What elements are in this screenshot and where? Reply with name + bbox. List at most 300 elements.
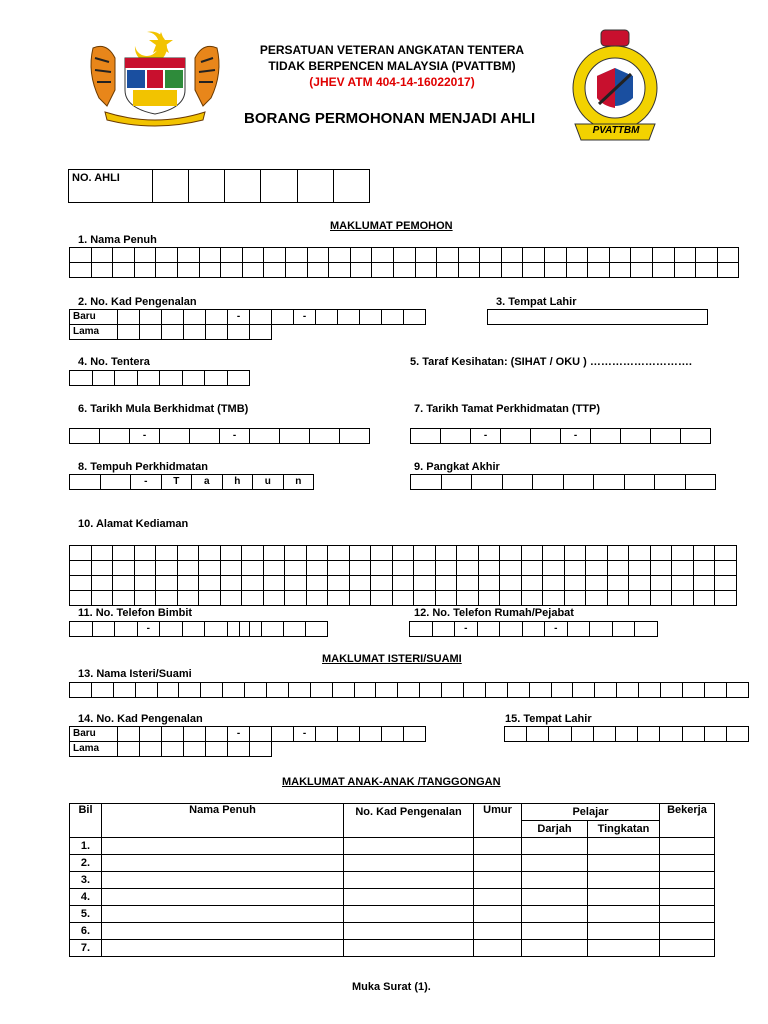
input-cell[interactable] [285, 576, 307, 591]
input-cell[interactable] [543, 546, 565, 561]
input-cell[interactable] [629, 591, 651, 606]
input-cell[interactable] [717, 263, 739, 278]
table-cell[interactable] [474, 889, 522, 906]
table-cell[interactable] [660, 906, 715, 923]
input-cell[interactable] [285, 546, 307, 561]
input-cell[interactable] [92, 622, 115, 637]
input-cell[interactable] [228, 325, 250, 340]
input-cell[interactable] [70, 475, 101, 490]
input-cell[interactable] [672, 561, 694, 576]
table-cell[interactable] [344, 923, 474, 940]
input-cell[interactable] [162, 310, 184, 325]
input-cell[interactable] [242, 546, 264, 561]
input-cell[interactable] [393, 263, 415, 278]
table-cell[interactable] [660, 889, 715, 906]
input-cell[interactable] [306, 576, 328, 591]
no-ahli-cell[interactable] [225, 170, 261, 203]
input-cell[interactable] [306, 591, 328, 606]
input-cell[interactable] [564, 591, 586, 606]
input-cell[interactable] [549, 727, 571, 742]
table-cell[interactable] [474, 923, 522, 940]
input-cell[interactable] [306, 561, 328, 576]
table-cell[interactable] [102, 940, 344, 957]
table-cell[interactable] [102, 838, 344, 855]
input-cell[interactable] [285, 561, 307, 576]
input-cell[interactable] [415, 263, 437, 278]
input-cell[interactable] [329, 248, 351, 263]
input-cell[interactable] [458, 248, 480, 263]
input-cell[interactable] [242, 561, 264, 576]
table-cell[interactable] [660, 838, 715, 855]
input-cell[interactable] [199, 248, 221, 263]
input-cell[interactable] [693, 546, 715, 561]
input-cell[interactable] [593, 727, 615, 742]
input-cell[interactable] [227, 371, 250, 386]
input-cell[interactable] [221, 263, 243, 278]
input-cell[interactable] [502, 475, 533, 490]
input-cell[interactable] [329, 263, 351, 278]
input-cell[interactable] [432, 622, 455, 637]
input-cell[interactable] [588, 263, 610, 278]
input-cell[interactable] [435, 561, 457, 576]
input-cell[interactable] [411, 429, 441, 444]
input-cell[interactable] [674, 263, 696, 278]
input-cell[interactable] [392, 546, 414, 561]
input-cell[interactable] [267, 683, 289, 698]
table-cell[interactable] [588, 872, 660, 889]
table-cell[interactable] [102, 906, 344, 923]
input-cell[interactable] [263, 591, 285, 606]
table-cell[interactable] [344, 906, 474, 923]
input-cell[interactable] [457, 591, 479, 606]
input-cell[interactable] [328, 561, 350, 576]
input-cell[interactable] [156, 248, 178, 263]
input-cell[interactable] [70, 576, 92, 591]
table-cell[interactable] [344, 872, 474, 889]
table-cell[interactable] [588, 906, 660, 923]
input-cell[interactable] [220, 546, 242, 561]
input-cell[interactable] [310, 429, 340, 444]
input-cell[interactable] [500, 546, 522, 561]
input-cell[interactable] [435, 591, 457, 606]
input-cell[interactable] [70, 371, 93, 386]
table-cell[interactable] [522, 872, 588, 889]
input-cell[interactable] [156, 561, 178, 576]
no-ahli-cell[interactable] [153, 170, 189, 203]
input-cell[interactable] [113, 546, 135, 561]
input-cell[interactable] [250, 429, 280, 444]
input-cell[interactable] [92, 371, 115, 386]
input-cell[interactable] [250, 742, 272, 757]
input-cell[interactable] [566, 263, 588, 278]
input-cell[interactable] [521, 591, 543, 606]
input-cell[interactable] [285, 591, 307, 606]
input-cell[interactable] [199, 591, 221, 606]
input-cell[interactable] [70, 622, 93, 637]
input-cell[interactable] [306, 546, 328, 561]
input-cell[interactable] [316, 727, 338, 742]
input-cell[interactable] [220, 591, 242, 606]
input-cell[interactable] [162, 727, 184, 742]
input-cell[interactable] [382, 727, 404, 742]
input-cell[interactable] [91, 546, 113, 561]
input-cell[interactable] [660, 727, 682, 742]
input-cell[interactable] [414, 576, 436, 591]
input-cell[interactable] [350, 248, 372, 263]
input-cell[interactable] [264, 263, 286, 278]
input-cell[interactable] [70, 248, 92, 263]
input-cell[interactable] [404, 727, 426, 742]
input-cell[interactable] [435, 576, 457, 591]
no-ahli-cell[interactable] [261, 170, 297, 203]
input-cell[interactable] [457, 576, 479, 591]
input-cell[interactable] [199, 561, 221, 576]
input-cell[interactable] [205, 371, 228, 386]
input-cell[interactable] [263, 576, 285, 591]
input-cell[interactable] [70, 429, 100, 444]
input-cell[interactable] [242, 591, 264, 606]
input-cell[interactable] [500, 576, 522, 591]
input-cell[interactable] [392, 561, 414, 576]
input-cell[interactable] [588, 248, 610, 263]
input-cell[interactable] [372, 263, 394, 278]
input-cell[interactable] [437, 263, 459, 278]
input-cell[interactable] [134, 561, 156, 576]
input-cell[interactable] [134, 591, 156, 606]
input-cell[interactable] [392, 576, 414, 591]
input-cell[interactable] [704, 727, 726, 742]
input-cell[interactable] [179, 683, 201, 698]
input-cell[interactable] [70, 546, 92, 561]
input-cell[interactable] [206, 742, 228, 757]
input-cell[interactable] [631, 263, 653, 278]
table-cell[interactable] [474, 940, 522, 957]
table-cell[interactable] [474, 906, 522, 923]
input-cell[interactable] [199, 263, 221, 278]
input-cell[interactable] [113, 591, 135, 606]
input-cell[interactable] [696, 263, 718, 278]
input-cell[interactable] [478, 591, 500, 606]
input-cell[interactable] [457, 546, 479, 561]
input-cell[interactable] [704, 683, 726, 698]
input-cell[interactable] [595, 683, 617, 698]
input-cell[interactable] [523, 263, 545, 278]
input-cell[interactable] [349, 576, 371, 591]
input-cell[interactable] [332, 683, 354, 698]
input-cell[interactable] [543, 561, 565, 576]
input-cell[interactable] [398, 683, 420, 698]
input-cell[interactable] [478, 561, 500, 576]
input-cell[interactable] [501, 248, 523, 263]
input-cell[interactable] [464, 683, 486, 698]
input-cell[interactable] [242, 263, 264, 278]
input-cell[interactable] [672, 546, 694, 561]
input-cell[interactable] [500, 591, 522, 606]
input-cell[interactable] [162, 325, 184, 340]
input-cell[interactable] [349, 591, 371, 606]
input-cell[interactable] [221, 248, 243, 263]
input-cell[interactable] [242, 576, 264, 591]
input-cell[interactable] [223, 683, 245, 698]
input-cell[interactable] [350, 263, 372, 278]
input-cell[interactable] [392, 591, 414, 606]
input-cell[interactable] [566, 248, 588, 263]
table-cell[interactable] [522, 889, 588, 906]
input-cell[interactable] [715, 591, 737, 606]
input-cell[interactable] [682, 683, 704, 698]
input-cell[interactable] [310, 683, 332, 698]
input-cell[interactable] [134, 263, 156, 278]
input-cell[interactable] [521, 546, 543, 561]
input-cell[interactable] [382, 310, 404, 325]
input-cell[interactable] [228, 742, 250, 757]
input-cell[interactable] [118, 727, 140, 742]
input-cell[interactable] [609, 263, 631, 278]
input-cell[interactable] [113, 248, 135, 263]
input-cell[interactable] [505, 727, 527, 742]
input-cell[interactable] [284, 622, 306, 637]
input-cell[interactable] [113, 263, 135, 278]
input-cell[interactable] [651, 429, 681, 444]
input-cell[interactable] [263, 561, 285, 576]
input-cell[interactable] [478, 576, 500, 591]
input-cell[interactable] [371, 576, 393, 591]
input-cell[interactable] [672, 576, 694, 591]
input-cell[interactable] [639, 683, 661, 698]
input-cell[interactable] [480, 248, 502, 263]
input-cell[interactable] [307, 263, 329, 278]
input-cell[interactable] [250, 310, 272, 325]
input-cell[interactable] [629, 546, 651, 561]
input-cell[interactable] [594, 475, 625, 490]
input-cell[interactable] [328, 546, 350, 561]
input-cell[interactable] [113, 561, 135, 576]
input-cell[interactable] [393, 248, 415, 263]
input-cell[interactable] [478, 546, 500, 561]
input-cell[interactable] [160, 429, 190, 444]
input-cell[interactable] [91, 561, 113, 576]
no-ahli-cell[interactable] [297, 170, 333, 203]
input-cell[interactable] [480, 263, 502, 278]
input-cell[interactable] [199, 546, 221, 561]
input-cell[interactable] [607, 591, 629, 606]
input-cell[interactable] [685, 475, 716, 490]
table-cell[interactable] [474, 872, 522, 889]
input-cell[interactable] [420, 683, 442, 698]
input-cell[interactable] [500, 561, 522, 576]
input-cell[interactable] [184, 742, 206, 757]
input-cell[interactable] [190, 429, 220, 444]
input-cell[interactable] [91, 263, 113, 278]
input-cell[interactable] [696, 248, 718, 263]
input-cell[interactable] [551, 683, 573, 698]
input-cell[interactable] [653, 263, 675, 278]
input-cell[interactable] [91, 683, 113, 698]
input-cell[interactable] [91, 248, 113, 263]
input-cell[interactable] [177, 263, 199, 278]
table-cell[interactable] [344, 940, 474, 957]
table-cell[interactable] [588, 889, 660, 906]
input-cell[interactable] [653, 248, 675, 263]
input-cell[interactable] [655, 475, 686, 490]
input-cell[interactable] [250, 727, 272, 742]
input-cell[interactable] [338, 727, 360, 742]
input-cell[interactable] [220, 576, 242, 591]
input-cell[interactable] [612, 622, 635, 637]
input-cell[interactable] [607, 561, 629, 576]
input-cell[interactable] [349, 561, 371, 576]
table-cell[interactable] [522, 838, 588, 855]
input-cell[interactable] [360, 727, 382, 742]
input-cell[interactable] [250, 325, 272, 340]
table-cell[interactable] [474, 855, 522, 872]
input-cell[interactable] [545, 248, 567, 263]
input-cell[interactable] [615, 727, 637, 742]
input-cell[interactable] [177, 561, 199, 576]
input-cell[interactable] [414, 546, 436, 561]
input-cell[interactable] [240, 622, 262, 637]
input-cell[interactable] [100, 475, 131, 490]
input-cell[interactable] [527, 727, 549, 742]
input-cell[interactable] [162, 742, 184, 757]
input-cell[interactable] [70, 561, 92, 576]
input-cell[interactable] [371, 591, 393, 606]
input-cell[interactable] [206, 325, 228, 340]
input-cell[interactable] [681, 429, 711, 444]
input-cell[interactable] [140, 325, 162, 340]
input-cell[interactable] [245, 683, 267, 698]
input-cell[interactable] [629, 576, 651, 591]
input-cell[interactable] [415, 248, 437, 263]
input-cell[interactable] [533, 475, 564, 490]
input-cell[interactable] [70, 263, 92, 278]
input-cell[interactable] [262, 622, 284, 637]
input-cell[interactable] [564, 576, 586, 591]
no-ahli-cell[interactable] [333, 170, 369, 203]
input-cell[interactable] [338, 310, 360, 325]
input-cell[interactable] [134, 576, 156, 591]
input-cell[interactable] [693, 591, 715, 606]
input-cell[interactable] [586, 561, 608, 576]
table-cell[interactable] [522, 855, 588, 872]
input-cell[interactable] [134, 546, 156, 561]
table-cell[interactable] [102, 872, 344, 889]
table-cell[interactable] [660, 872, 715, 889]
input-cell[interactable] [441, 475, 472, 490]
input-cell[interactable] [184, 727, 206, 742]
table-cell[interactable] [102, 923, 344, 940]
input-cell[interactable] [307, 248, 329, 263]
input-cell[interactable] [206, 727, 228, 742]
input-cell[interactable] [522, 622, 545, 637]
input-cell[interactable] [118, 325, 140, 340]
input-cell[interactable] [586, 546, 608, 561]
input-cell[interactable] [201, 683, 223, 698]
input-cell[interactable] [564, 561, 586, 576]
input-cell[interactable] [573, 683, 595, 698]
input-cell[interactable] [272, 727, 294, 742]
input-cell[interactable] [115, 371, 138, 386]
input-cell[interactable] [457, 561, 479, 576]
table-cell[interactable] [588, 940, 660, 957]
input-cell[interactable] [177, 576, 199, 591]
input-cell[interactable] [288, 683, 310, 698]
table-cell[interactable] [588, 855, 660, 872]
input-cell[interactable] [328, 591, 350, 606]
input-cell[interactable] [682, 727, 704, 742]
input-cell[interactable] [650, 591, 672, 606]
input-cell[interactable] [376, 683, 398, 698]
input-cell[interactable] [435, 546, 457, 561]
input-cell[interactable] [157, 683, 179, 698]
table-cell[interactable] [344, 855, 474, 872]
input-cell[interactable] [184, 310, 206, 325]
input-cell[interactable] [135, 683, 157, 698]
input-cell[interactable] [205, 622, 228, 637]
input-cell[interactable] [717, 248, 739, 263]
input-cell[interactable] [437, 248, 459, 263]
input-cell[interactable] [115, 622, 138, 637]
input-cell[interactable] [263, 546, 285, 561]
input-cell[interactable] [156, 576, 178, 591]
input-cell[interactable] [70, 683, 92, 698]
input-cell[interactable] [349, 546, 371, 561]
input-cell[interactable] [477, 622, 500, 637]
table-cell[interactable] [660, 923, 715, 940]
input-cell[interactable] [118, 742, 140, 757]
input-cell[interactable] [137, 371, 160, 386]
input-cell[interactable] [285, 248, 307, 263]
input-cell[interactable] [113, 576, 135, 591]
input-cell[interactable] [726, 683, 748, 698]
input-cell[interactable] [501, 429, 531, 444]
input-cell[interactable] [629, 561, 651, 576]
input-cell[interactable] [715, 576, 737, 591]
input-cell[interactable] [624, 475, 655, 490]
input-cell[interactable] [650, 576, 672, 591]
input-cell[interactable] [543, 576, 565, 591]
input-cell[interactable] [631, 248, 653, 263]
input-cell[interactable] [414, 591, 436, 606]
input-cell[interactable] [715, 561, 737, 576]
input-cell[interactable] [177, 591, 199, 606]
input-cell[interactable] [360, 310, 382, 325]
input-cell[interactable] [272, 310, 294, 325]
input-cell[interactable] [586, 576, 608, 591]
input-cell[interactable] [531, 429, 561, 444]
input-cell[interactable] [693, 561, 715, 576]
table-cell[interactable] [102, 855, 344, 872]
input-cell[interactable] [91, 591, 113, 606]
input-cell[interactable] [485, 683, 507, 698]
input-cell[interactable] [650, 546, 672, 561]
input-cell[interactable] [140, 742, 162, 757]
input-cell[interactable] [672, 591, 694, 606]
input-cell[interactable] [91, 576, 113, 591]
input-cell[interactable] [113, 683, 135, 698]
input-cell[interactable] [206, 310, 228, 325]
input-cell[interactable] [563, 475, 594, 490]
table-cell[interactable] [660, 940, 715, 957]
input-cell[interactable] [458, 263, 480, 278]
input-cell[interactable] [242, 248, 264, 263]
input-cell[interactable] [306, 622, 328, 637]
input-cell[interactable] [726, 727, 748, 742]
table-cell[interactable] [102, 889, 344, 906]
table-cell[interactable] [344, 889, 474, 906]
input-cell[interactable] [523, 248, 545, 263]
input-cell[interactable] [472, 475, 503, 490]
